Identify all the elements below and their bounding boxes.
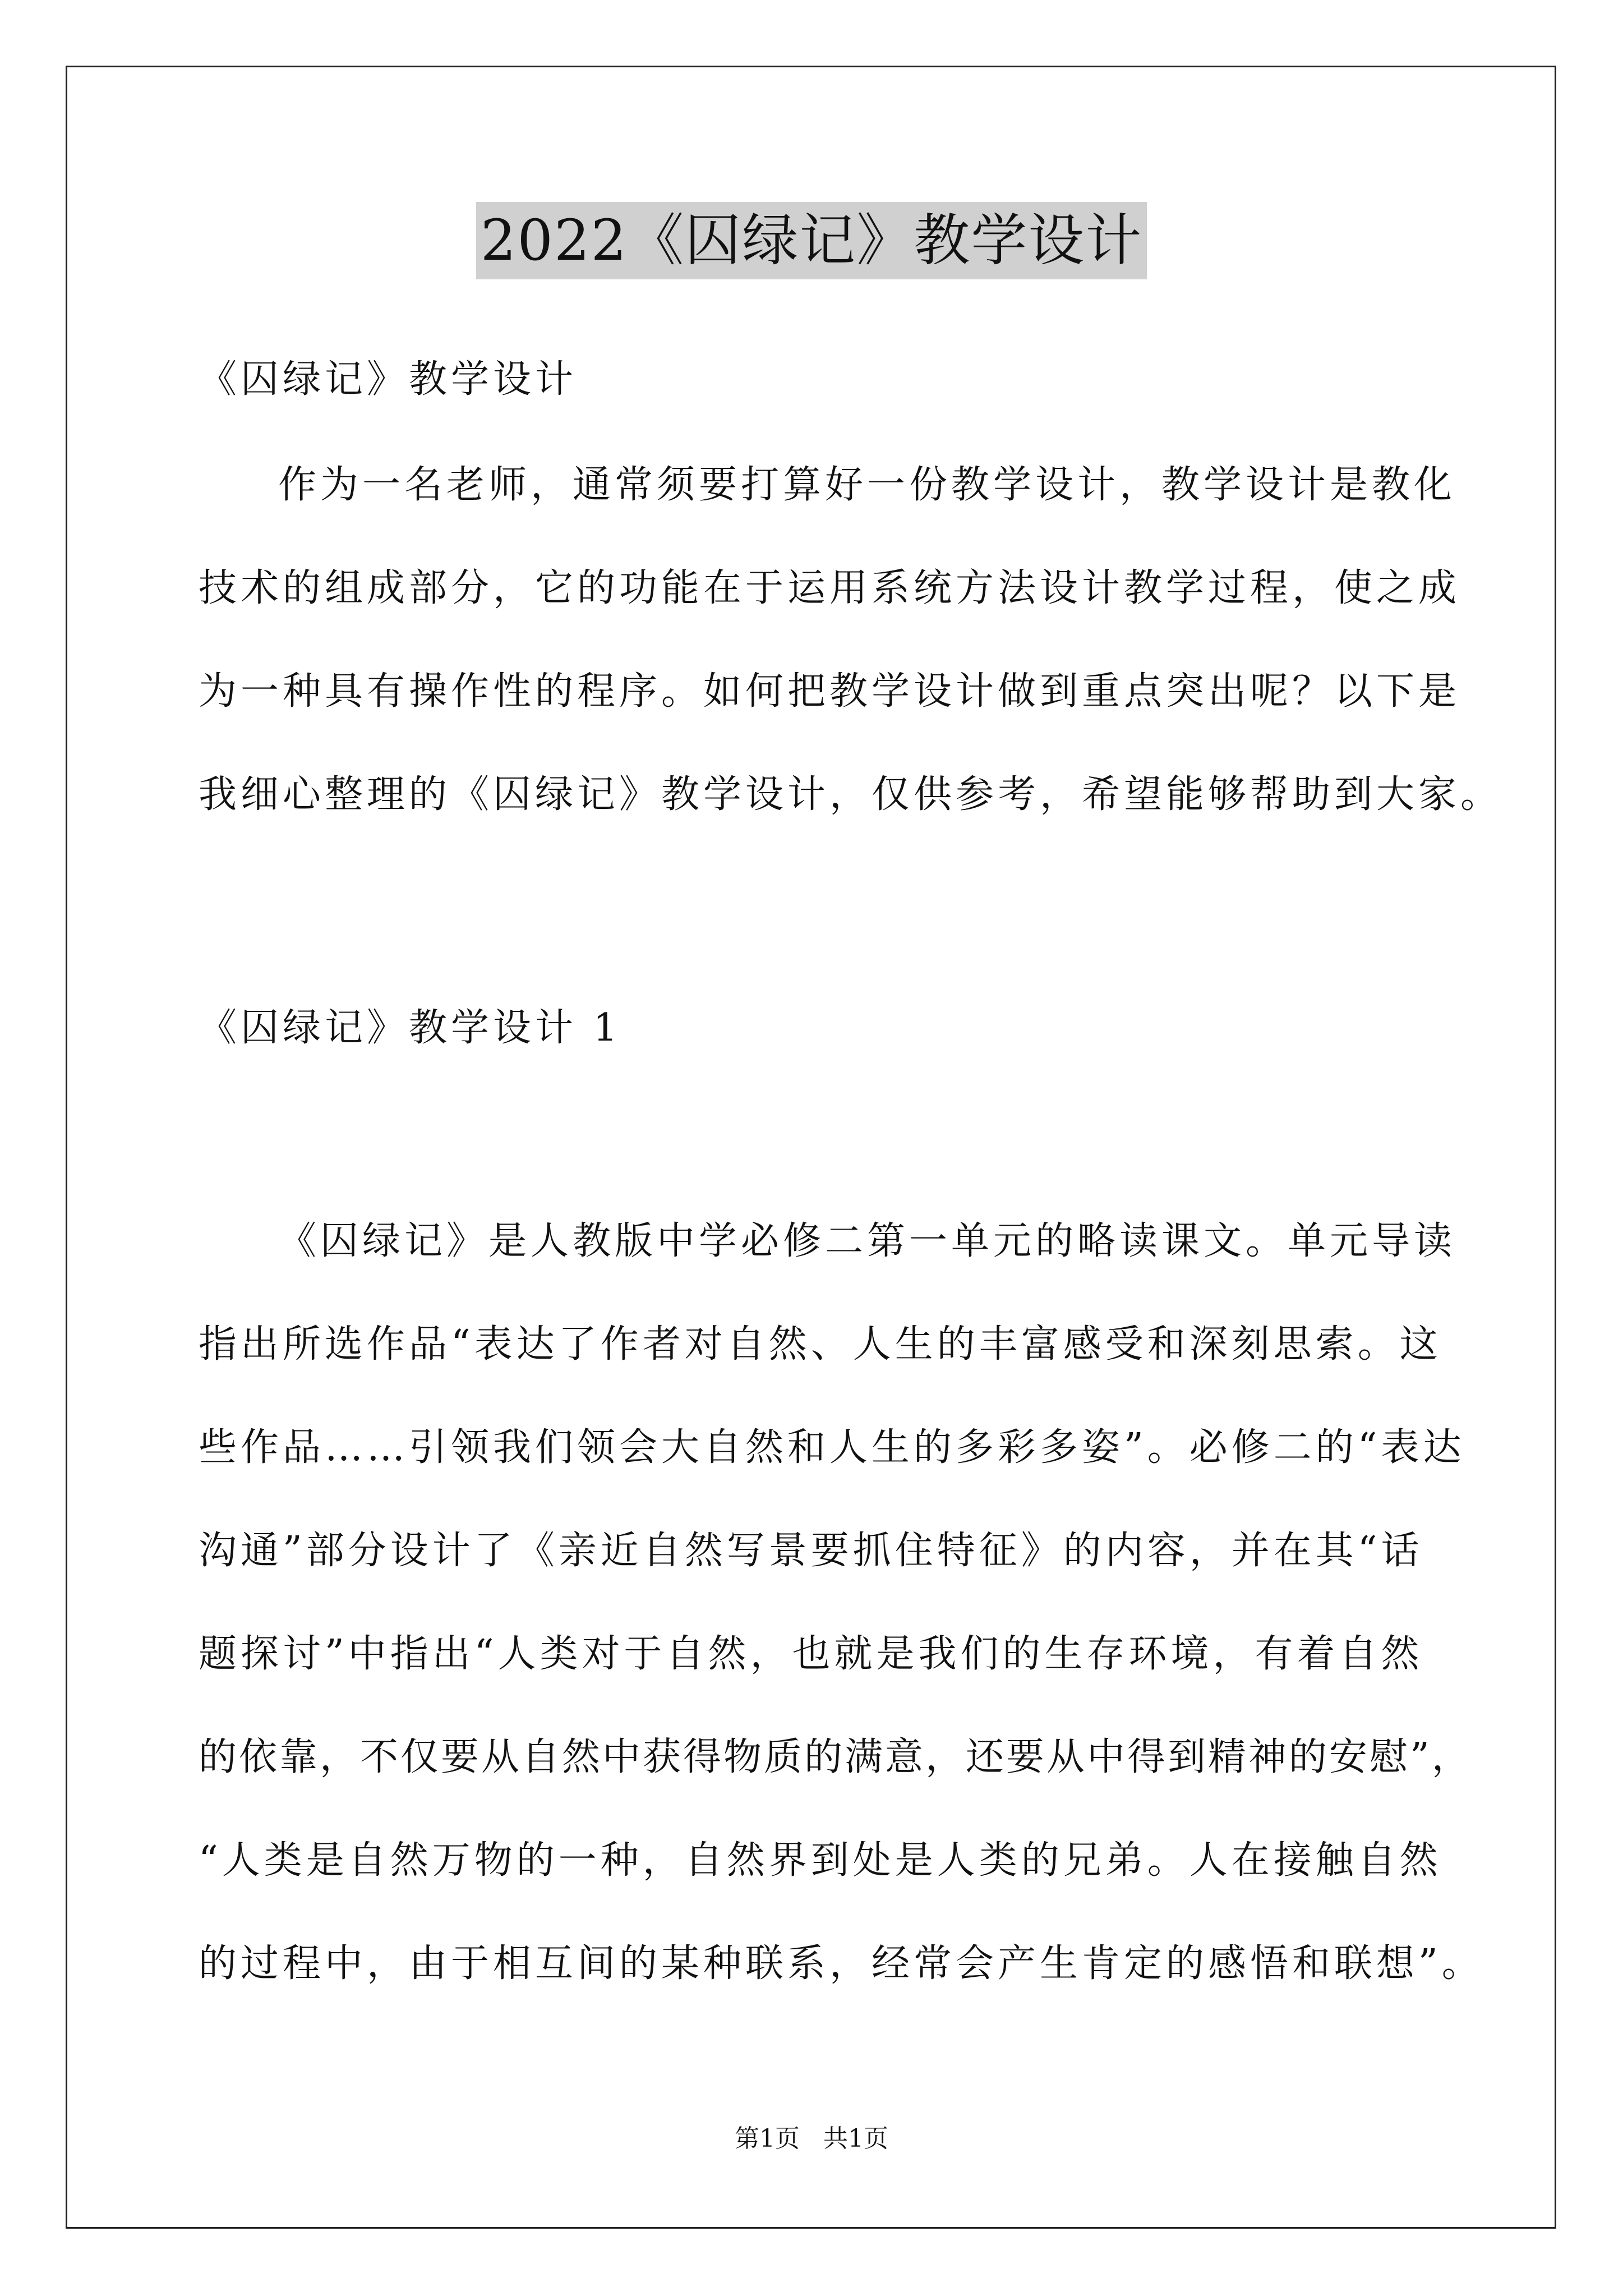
intro-line: 技术的组成部分，它的功能在于运用系统方法设计教学过程，使之成 xyxy=(199,566,1461,610)
intro-line: 我细心整理的《囚绿记》教学设计，仅供参考，希望能够帮助到大家。 xyxy=(199,772,1503,817)
body-line: 的过程中，由于相互间的某种联系，经常会产生肯定的感悟和联想”。 xyxy=(199,1941,1484,1986)
body-line: 的依靠，不仅要从自然中获得物质的满意，还要从中得到精神的安慰”， xyxy=(199,1735,1472,1779)
body-line: 些作品……引领我们领会大自然和人生的多彩多姿”。必修二的“表达 xyxy=(199,1425,1465,1470)
body-line: 沟通”部分设计了《亲近自然写景要抓住特征》的内容，并在其“话 xyxy=(199,1529,1423,1573)
document-title: 2022《囚绿记》教学设计 xyxy=(476,202,1147,279)
body-line: 《囚绿记》是人教版中学必修二第一单元的略读课文。单元导读 xyxy=(278,1219,1456,1263)
intro-line: 为一种具有操作性的程序。如何把教学设计做到重点突出呢？以下是 xyxy=(199,669,1461,714)
body-line: “人类是自然万物的一种，自然界到处是人类的兄弟。人在接触自然 xyxy=(199,1838,1442,1883)
document-subtitle: 《囚绿记》教学设计 xyxy=(199,357,578,402)
page-footer: 第1页 共1页 xyxy=(735,2124,888,2153)
body-line: 题探讨”中指出“人类对于自然，也就是我们的生存环境，有着自然 xyxy=(199,1632,1423,1676)
intro-line: 作为一名老师，通常须要打算好一份教学设计，教学设计是教化 xyxy=(278,463,1456,507)
title-container xyxy=(0,202,1623,279)
section-heading: 《囚绿记》教学设计 1 xyxy=(199,1006,621,1050)
body-line: 指出所选作品“表达了作者对自然、人生的丰富感受和深刻思索。这 xyxy=(199,1322,1442,1366)
